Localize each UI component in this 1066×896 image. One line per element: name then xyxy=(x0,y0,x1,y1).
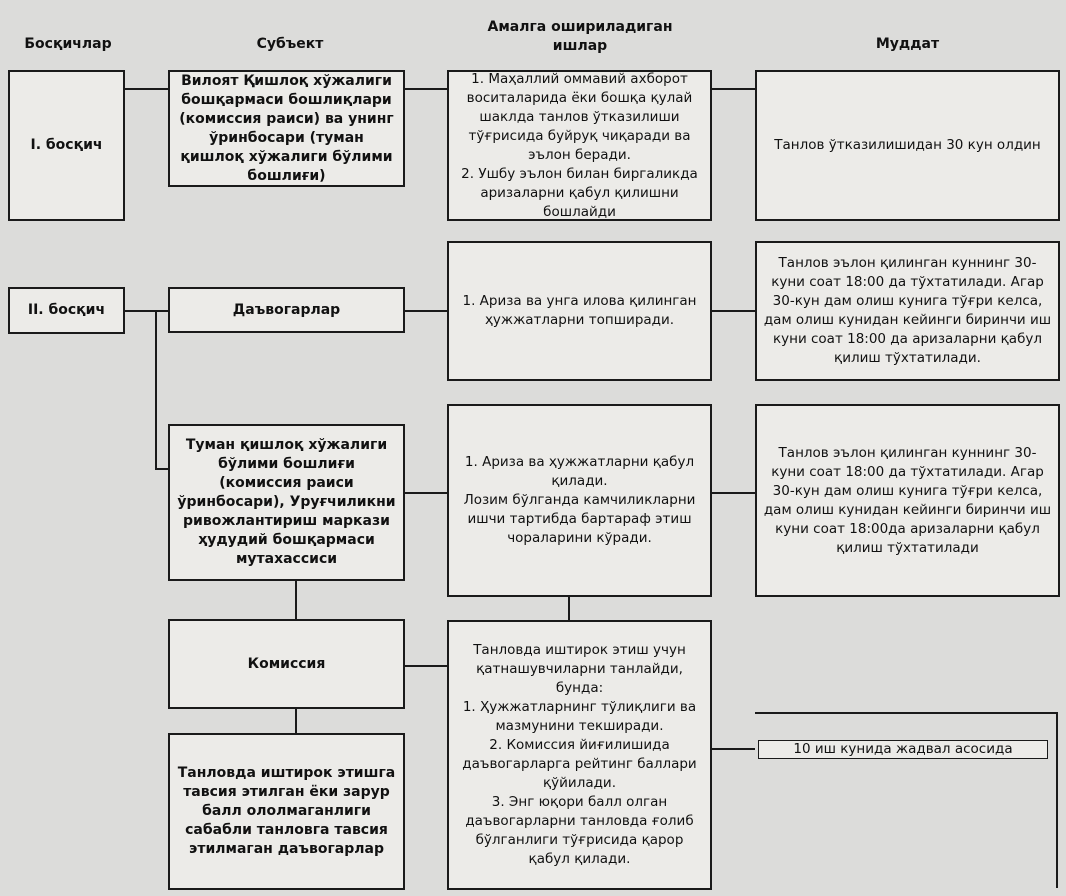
connector-line xyxy=(295,580,297,620)
connector-line xyxy=(405,310,447,312)
action-announcement-text: 1. Маҳаллий оммавий ахборот воситаларида ёки бошқа қулай шаклда танлов ўтказилиши тўғрисида буйруқ чиқаради ва эълон беради. 2. Ушбу эълон билан биргаликда аризаларни қабул қилишни бошлайди xyxy=(461,70,698,220)
connector-line xyxy=(125,310,168,312)
deadline-submission-box xyxy=(755,241,1060,381)
subject-district-head-box xyxy=(168,424,405,581)
connector-line xyxy=(568,597,570,621)
subject-recommended-applicants-box xyxy=(168,733,405,890)
action-selection-text: Танловда иштирок этиш учун қатнашувчиларни танлайди, бунда: 1. Ҳужжатларнинг тўлиқлиги ва мазмунини текширади. 2. Комиссия йиғилишида даъвогарларга рейтинг баллари қўйилади. 3. Энг юқори балл олган даъвогарларни танловда ғолиб бўлганлиги тўғрисида қарор қабул қилади. xyxy=(462,642,697,867)
connector-line xyxy=(712,310,755,312)
action-submit-documents-box xyxy=(447,241,712,381)
connector-line xyxy=(405,665,447,667)
connector-line xyxy=(712,748,755,750)
connector-line xyxy=(405,88,447,90)
subject-commission-text: Комиссия xyxy=(247,655,326,672)
header-actions: Амалга ошириладиган ишлар xyxy=(487,19,673,54)
deadline-acceptance-text: Танлов эълон қилинган куннинг 30-куни соат 18:00 да тўхтатилади. Агар 30-кун дам олиш кунига тўғри келса, дам олиш кунидан кейинги биринчи иш куни соат 18:00да аризаларни қабул қилиш тўхтатилади xyxy=(763,444,1052,556)
connector-line xyxy=(712,492,755,494)
action-accept-documents-text: 1. Ариза ва ҳужжатларни қабул қилади. Лозим бўлганда камчиликларни ишчи тартибда бартараф этиш чораларини кўради. xyxy=(463,454,696,546)
action-submit-documents-text: 1. Ариза ва унга илова қилинган ҳужжатларни топширади. xyxy=(462,293,697,328)
stage-2-label: II. босқич xyxy=(27,302,106,318)
deadline-30-days-box xyxy=(755,70,1060,221)
deadline-10-days-box xyxy=(758,740,1048,759)
action-accept-documents-box xyxy=(447,404,712,597)
action-announcement-box xyxy=(447,70,712,221)
subject-recommended-applicants-text: Танловда иштирок этишга тавсия этилган ёки зарур балл ололмаганлиги сабабли танловга тавсия этилмаган даъвогарлар xyxy=(177,765,396,857)
header-subject: Субъект xyxy=(256,36,324,52)
deadline-acceptance-box xyxy=(755,404,1060,597)
subject-applicants-text: Даъвогарлар xyxy=(232,301,341,318)
subject-applicants-box xyxy=(168,287,405,333)
subject-regional-head-text: Вилоят Қишлоқ хўжалиги бошқармаси бошлиқлари (комиссия раиси) ва унинг ўринбосари (туман қишлоқ хўжалиги бўлими бошлиғи) xyxy=(179,72,394,184)
header-stages: Босқичлар xyxy=(24,36,112,52)
connector-line xyxy=(755,712,1058,714)
action-selection-box xyxy=(447,620,712,890)
header-deadline: Муддат xyxy=(875,36,940,52)
deadline-10-days-text: 10 иш кунида жадвал асосида xyxy=(793,741,1013,757)
deadline-30-days-text: Танлов ўтказилишидан 30 кун олдин xyxy=(774,137,1041,153)
deadline-submission-text: Танлов эълон қилинган куннинг 30-куни соат 18:00 да тўхтатилади. Агар 30-кун дам олиш кунига тўғри келса, дам олиш кунидан кейинги биринчи иш куни соат 18:00 да аризаларни қабул қилиш тўхтатилади. xyxy=(763,255,1052,366)
connector-line xyxy=(1056,712,1058,888)
stage-1-box xyxy=(8,70,125,221)
subject-regional-head-box xyxy=(168,70,405,187)
connector-line xyxy=(125,88,168,90)
connector-line xyxy=(155,468,168,470)
connector-line xyxy=(712,88,755,90)
stage-1-label: I. босқич xyxy=(30,137,103,153)
subject-commission-box xyxy=(168,619,405,709)
stage-2-box xyxy=(8,287,125,334)
connector-line xyxy=(295,708,297,734)
connector-line xyxy=(405,492,447,494)
connector-line xyxy=(155,310,157,470)
subject-district-head-text: Туман қишлоқ хўжалиги бўлими бошлиғи (комиссия раиси ўринбосари), Уруғчиликни ривожлантириш маркази ҳудудий бошқармаси мутахассиси xyxy=(177,437,396,567)
